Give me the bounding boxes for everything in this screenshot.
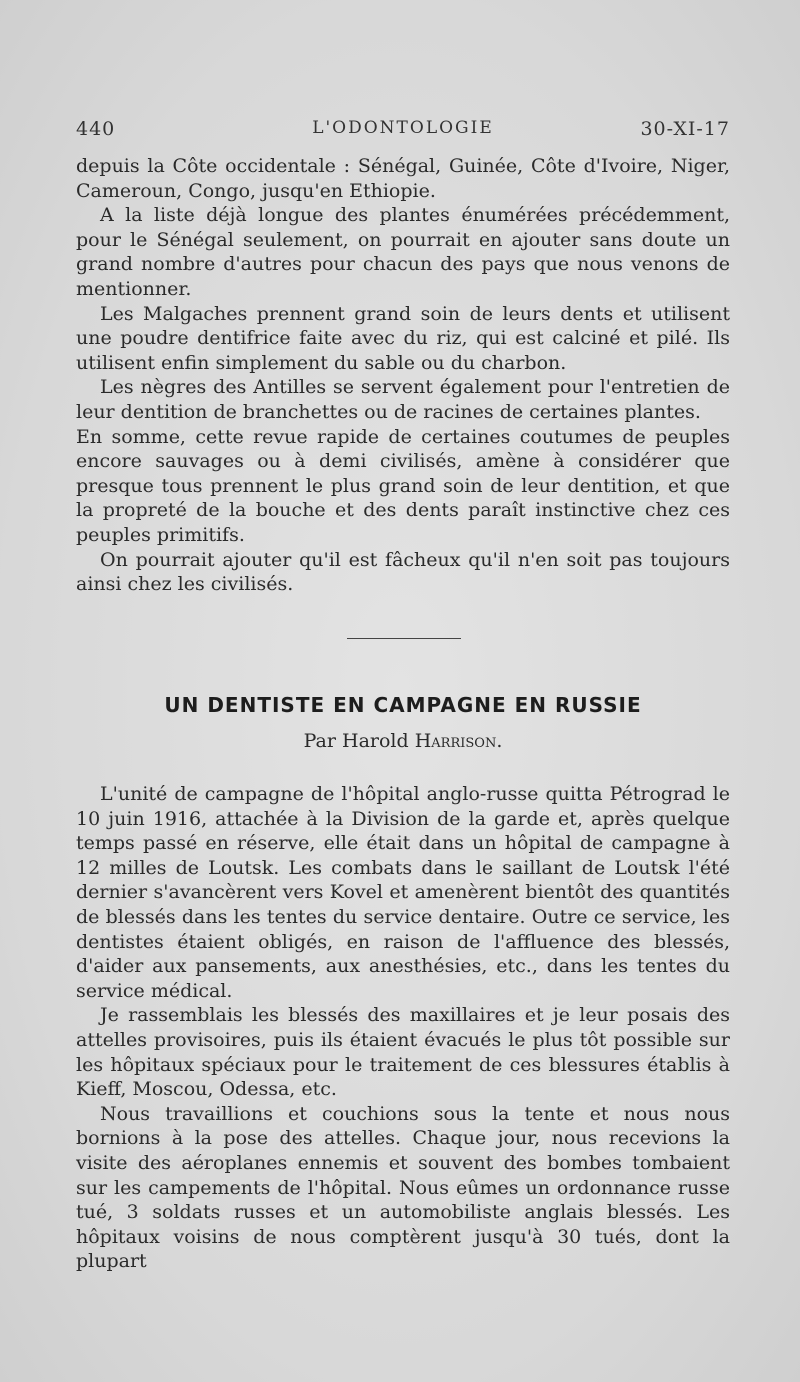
section-divider <box>347 638 461 639</box>
paragraph: Je rassemblais les blessés des maxillaires et je leur posais des attelles provisoires, puis ils étaient évacués le plus tôt possible sur les hôpitaux spéciaux pour le traitement de ces blessures établis à Kieff, Moscou, Odessa, etc. <box>76 1004 730 1101</box>
issue-date: 30-XI-17 <box>640 118 730 140</box>
paragraph: depuis la Côte occidentale : Sénégal, Guinée, Côte d'Ivoire, Niger, Cameroun, Congo, jusqu'en Ethiopie. <box>76 155 730 202</box>
paragraph: A la liste déjà longue des plantes énumérées précédemment, pour le Sénégal seulement, on pourrait en ajouter sans doute un grand nombre d'autres pour chacun des pays que nous venons de mentionner. <box>76 204 730 300</box>
article-body <box>76 782 730 1274</box>
running-header <box>76 118 730 148</box>
paragraph: On pourrait ajouter qu'il est fâcheux qu'il n'en soit pas toujours ainsi chez les civilisés. <box>76 548 730 596</box>
article-title: UN DENTISTE EN CAMPAGNE EN RUSSIE <box>164 693 642 717</box>
author-surname: Harrison <box>414 730 497 752</box>
paragraph: Les nègres des Antilles se servent également pour l'entretien de leur dentition de branchettes ou de racines de certaines plantes. <box>76 376 730 423</box>
paragraph: Nous travaillions et couchions sous la tente et nous nous bornions à la pose des attelles. Chaque jour, nous recevions la visite des aéroplanes ennemis et souvent des bombes tombaient sur les campements de l'hôpital. Nous eûmes un ordonnance russe tué, 3 soldats russes et un automobiliste anglais blessés. Les hôpitaux voisins de nous comptèrent jusqu'à 30 tués, dont la plupart <box>76 1102 730 1273</box>
byline-prefix: Par Harold <box>303 730 409 752</box>
byline <box>76 730 730 752</box>
paragraph: L'unité de campagne de l'hôpital anglo-russe quitta Pétrograd le 10 juin 1916, attachée à la Division de la garde et, après quelque temps passé en réserve, elle était dans un hôpital de campagne à 12 milles de Loutsk. Les combats dans le saillant de Loutsk l'été dernier s'avancèrent vers Kovel et amenèrent bientôt des quantités de blessés dans les tentes du service dentaire. Outre ce service, les dentistes étaient obligés, en raison de l'affluence des blessés, d'aider aux pansements, aux anesthésies, etc., dans les tentes du service médical. <box>76 783 730 1002</box>
paragraph: Les Malgaches prennent grand soin de leurs dents et utilisent une poudre dentifrice faite avec du riz, qui est calciné et pilé. Ils utilisent enfin simplement du sable ou du charbon. <box>76 302 730 374</box>
journal-title: L'ODONTOLOGIE <box>312 118 494 138</box>
paragraph: En somme, cette revue rapide de certaines coutumes de peuples encore sauvages ou à demi civilisés, amène à considérer que presque tous prennent le plus grand soin de leur dentition, et que la propreté de la bouche et des dents paraît instinctive chez ces peuples primitifs. <box>76 425 730 546</box>
intro-text <box>76 154 730 597</box>
byline-suffix: . <box>496 730 503 752</box>
page-number: 440 <box>76 118 116 140</box>
